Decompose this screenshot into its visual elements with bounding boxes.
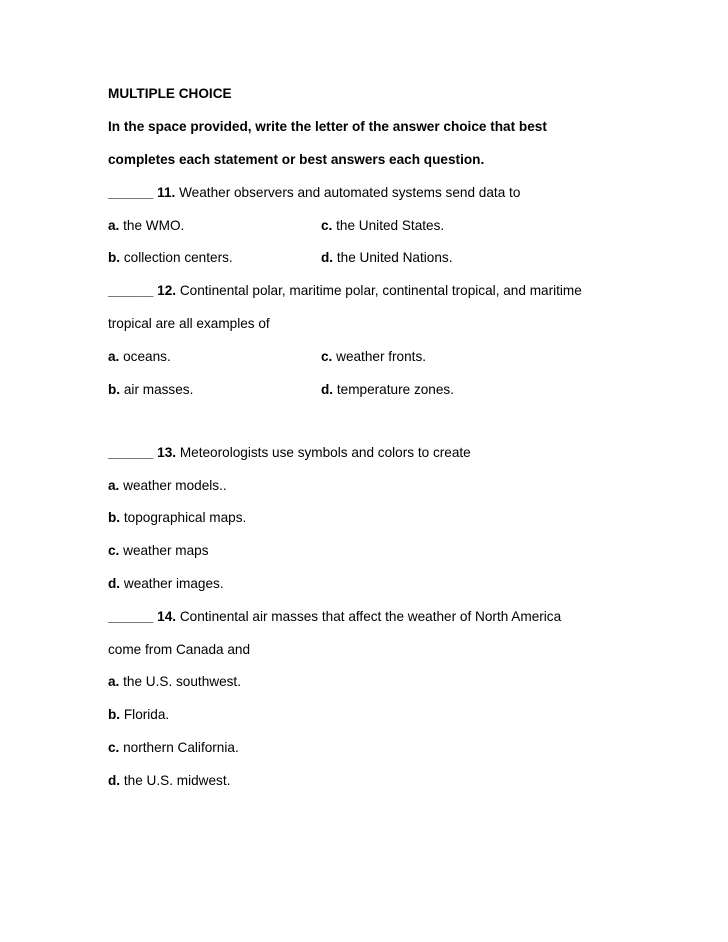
choice-a: a. weather models.. <box>108 478 227 493</box>
choice-a: a. the U.S. southwest. <box>108 674 241 689</box>
choice-a: a. the WMO. <box>108 218 185 233</box>
choice-c: c. northern California. <box>108 740 239 755</box>
question-text: Meteorologists use symbols and colors to create <box>176 445 471 460</box>
question-13-stem <box>108 445 471 461</box>
instructions-line-2: completes each statement or best answers each question. <box>108 152 485 167</box>
instructions-line-1: In the space provided, write the letter of the answer choice that best <box>108 119 547 134</box>
question-14-stem-continued: come from Canada and <box>108 642 251 657</box>
question-12-choices-row-2 <box>108 382 454 398</box>
choice-d: d. the U.S. midwest. <box>108 773 231 788</box>
question-12-choices-row-1 <box>108 349 427 365</box>
question-text: Weather observers and automated systems send data to <box>175 185 521 200</box>
choice-a: a. oceans. <box>108 349 171 364</box>
question-text: Continental air masses that affect the weather of North America <box>176 609 562 624</box>
question-11-choices-row-2 <box>108 250 453 266</box>
choice-b: b. Florida. <box>108 707 170 722</box>
question-number: 14. <box>157 609 177 624</box>
choice-d: d. the United Nations. <box>321 250 453 265</box>
answer-blank: ______ <box>108 283 154 298</box>
answer-blank: ______ <box>108 185 154 200</box>
answer-blank: ______ <box>108 609 154 624</box>
question-number: 11. <box>157 185 176 200</box>
choice-c: c. weather fronts. <box>321 349 427 364</box>
question-11-stem <box>108 185 520 201</box>
question-12-stem <box>108 283 582 299</box>
question-14-stem <box>108 609 561 625</box>
choice-d: d. weather images. <box>108 576 224 591</box>
question-11-choices-row-1 <box>108 218 445 234</box>
question-12-stem-continued: tropical are all examples of <box>108 316 270 331</box>
question-text: Continental polar, maritime polar, continental tropical, and maritime <box>176 283 582 298</box>
section-title: MULTIPLE CHOICE <box>108 86 232 101</box>
choice-b: b. collection centers. <box>108 250 233 265</box>
choice-b: b. air masses. <box>108 382 194 397</box>
choice-c: c. the United States. <box>321 218 445 233</box>
question-number: 13. <box>157 445 177 460</box>
choice-c: c. weather maps <box>108 543 209 558</box>
choice-d: d. temperature zones. <box>321 382 454 397</box>
question-number: 12. <box>157 283 177 298</box>
choice-b: b. topographical maps. <box>108 510 247 525</box>
answer-blank: ______ <box>108 445 154 460</box>
